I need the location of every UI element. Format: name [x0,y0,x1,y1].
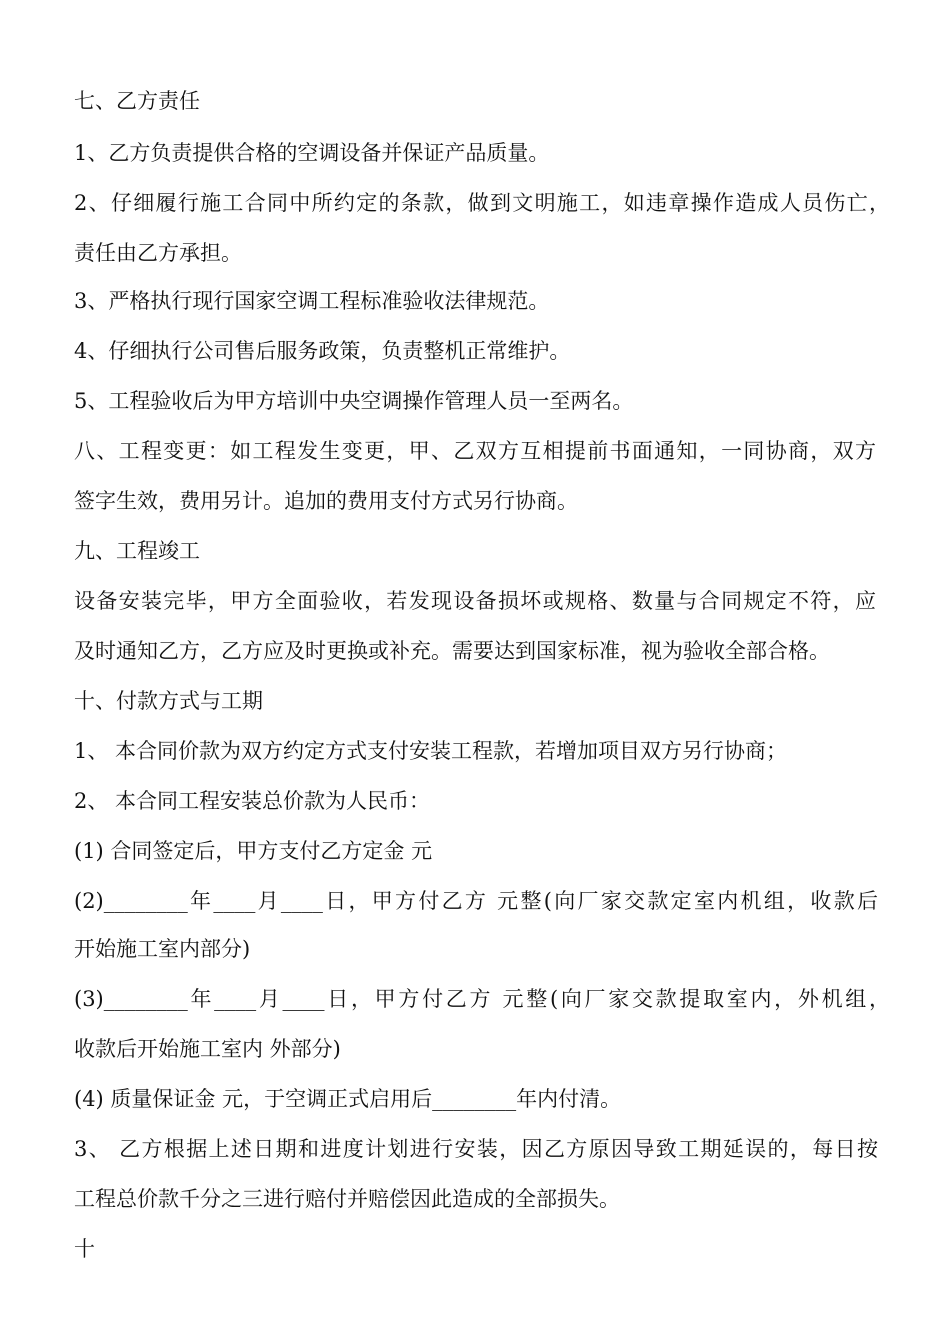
clause-7-1: 1、乙方负责提供合格的空调设备并保证产品质量。 [74,141,550,165]
section-9-line-1: 设备安装完毕，甲方全面验收，若发现设备损坏或规格、数量与合同规定不符，应 [74,589,876,613]
payment-item-4: (4) 质量保证金 元，于空调正式启用后________年内付清。 [74,1087,622,1111]
clause-10-3-line-1: 3、 乙方根据上述日期和进度计划进行安装，因乙方原因导致工期延误的，每日按 [74,1137,878,1161]
next-section-heading: 十 [74,1237,95,1261]
section-10-heading: 十、付款方式与工期 [74,689,263,713]
payment-item-3-line-2: 收款后开始施工室内 外部分) [74,1037,341,1061]
payment-item-2-line-2: 开始施工室内部分) [74,937,251,961]
clause-10-3-line-2: 工程总价款千分之三进行赔付并赔偿因此造成的全部损失。 [74,1187,620,1211]
payment-item-2-line-1: (2)________年____月____日，甲方付乙方 元整(向厂家交款定室内机组，收款后 [74,889,878,913]
clause-10-1: 1、 本合同价款为双方约定方式支付安装工程款，若增加项目双方另行协商； [74,739,788,763]
section-9-heading: 九、工程竣工 [74,539,200,563]
payment-item-1: (1) 合同签定后，甲方支付乙方定金 元 [74,839,433,863]
clause-10-2: 2、 本合同工程安装总价款为人民币： [74,789,431,813]
section-8-line-2: 签字生效，费用另计。追加的费用支付方式另行协商。 [74,489,578,513]
clause-7-4: 4、仔细执行公司售后服务政策，负责整机正常维护。 [74,339,571,363]
section-9-line-2: 及时通知乙方，乙方应及时更换或补充。需要达到国家标准，视为验收全部合格。 [74,639,830,663]
payment-item-3-line-1: (3)________年____月____日，甲方付乙方 元整(向厂家交款提取室内，外机组， [74,987,890,1011]
section-8-line-1: 八、工程变更：如工程发生变更，甲、乙双方互相提前书面通知，一同协商，双方 [74,439,876,463]
clause-7-5: 5、工程验收后为甲方培训中央空调操作管理人员一至两名。 [74,389,634,413]
section-7-heading: 七、乙方责任 [74,89,200,113]
clause-7-2-line-2: 责任由乙方承担。 [74,241,242,265]
clause-7-2-line-1: 2、仔细履行施工合同中所约定的条款，做到文明施工，如违章操作造成人员伤亡， [74,191,890,215]
clause-7-3: 3、严格执行现行国家空调工程标准验收法律规范。 [74,289,550,313]
